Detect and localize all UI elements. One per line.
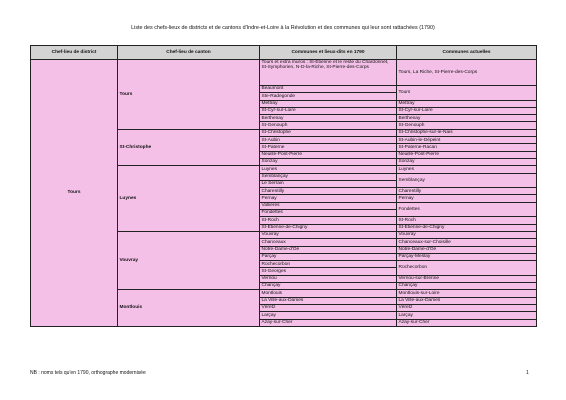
commune-1790-cell: Notre-Dame-d'Oé bbox=[260, 246, 397, 253]
commune-1790-cell: St-Christophe bbox=[260, 129, 397, 136]
commune-actuelle-cell: St-Cyr-sur-Loire bbox=[397, 107, 537, 114]
commune-1790-cell: Rochecorbon bbox=[260, 261, 397, 268]
commune-1790-cell: Pernay bbox=[260, 195, 397, 202]
commune-actuelle-cell: Parçay-Meslay bbox=[397, 253, 537, 260]
communes-table bbox=[30, 45, 537, 327]
commune-actuelle-cell: St-Aubin-le-Dépeint bbox=[397, 137, 537, 144]
commune-1790-cell: Larçay bbox=[260, 312, 397, 319]
commune-actuelle-cell: Pernay bbox=[397, 195, 537, 202]
commune-1790-cell: Berthenay bbox=[260, 115, 397, 122]
commune-1790-cell: Luynes bbox=[260, 166, 397, 173]
commune-1790-cell: Chançay bbox=[260, 283, 397, 290]
commune-actuelle-cell: Véretz bbox=[397, 304, 537, 311]
commune-actuelle-cell: Mettray bbox=[397, 100, 537, 107]
commune-1790-cell: St-Cyr-sur-Loire bbox=[260, 107, 397, 114]
commune-actuelle-cell: Charentilly bbox=[397, 188, 537, 195]
canton-cell: Luynes bbox=[118, 166, 260, 232]
commune-actuelle-cell: Sonzay bbox=[397, 158, 537, 165]
commune-1790-cell: Véretz bbox=[260, 304, 397, 311]
commune-actuelle-cell: Fondettes bbox=[397, 202, 537, 217]
commune-1790-cell: Semblançay bbox=[260, 173, 397, 180]
commune-1790-cell: St-Georges bbox=[260, 268, 397, 275]
commune-1790-cell: St-Genouph bbox=[260, 122, 397, 129]
commune-actuelle-cell: St-Roch bbox=[397, 217, 537, 224]
canton-cell: St-Christophe bbox=[118, 129, 260, 165]
table-row bbox=[31, 60, 537, 86]
district-cell: Tours bbox=[31, 60, 118, 327]
header-canton: Chef-lieu de canton bbox=[118, 46, 260, 60]
header-district: Chef-lieu de district bbox=[31, 46, 118, 60]
document-title: Liste des chefs-lieux de districts et de cantons d'Indre-et-Loire à la Révolution et des communes qui leur sont rattachées (1790) bbox=[131, 25, 435, 31]
commune-1790-cell: Vernou bbox=[260, 275, 397, 282]
commune-actuelle-cell: Vernou-sur-Brenne bbox=[397, 275, 537, 282]
commune-1790-cell: Parçay bbox=[260, 253, 397, 260]
commune-actuelle-cell: Vouvray bbox=[397, 231, 537, 238]
commune-1790-cell: Azay-sur-Cher bbox=[260, 319, 397, 326]
commune-actuelle-cell: Chançay bbox=[397, 283, 537, 290]
commune-actuelle-cell: St-Etienne-de-Chigny bbox=[397, 224, 537, 231]
page-number: 1 bbox=[526, 370, 529, 376]
commune-actuelle-cell: Neuillé-Pont-Pierre bbox=[397, 151, 537, 158]
header-row bbox=[31, 46, 537, 60]
commune-actuelle-cell: Azay-sur-Cher bbox=[397, 319, 537, 326]
commune-1790-cell: Neuillé-Pont-Pierre bbox=[260, 151, 397, 158]
commune-actuelle-cell: Luynes bbox=[397, 166, 537, 173]
canton-cell: Tours bbox=[118, 60, 260, 130]
commune-1790-cell: Sonzay bbox=[260, 158, 397, 165]
commune-actuelle-cell: St-Paterne-Racan bbox=[397, 144, 537, 151]
commune-1790-cell: La Ville-aux-Dames bbox=[260, 297, 397, 304]
commune-actuelle-cell: Notre-Dame-d'Oé bbox=[397, 246, 537, 253]
commune-1790-cell: Beaumont bbox=[260, 86, 397, 93]
canton-cell: Montlouis bbox=[118, 290, 260, 326]
commune-1790-cell: Le Serrain bbox=[260, 180, 397, 187]
commune-actuelle-cell: Tours bbox=[397, 86, 537, 101]
commune-1790-cell: Chanceaux bbox=[260, 239, 397, 246]
commune-actuelle-cell: St-Christophe-sur-le-Nais bbox=[397, 129, 537, 136]
commune-actuelle-cell: Semblançay bbox=[397, 173, 537, 188]
commune-actuelle-cell: Rochecorbon bbox=[397, 261, 537, 276]
commune-1790-cell: St-Paterne bbox=[260, 144, 397, 151]
commune-actuelle-cell: Chanceaux-sur-Choisille bbox=[397, 239, 537, 246]
commune-1790-cell: St-Etienne-de-Chigny bbox=[260, 224, 397, 231]
commune-actuelle-cell: Montlouis-sur-Loire bbox=[397, 290, 537, 297]
canton-cell: Vouvray bbox=[118, 231, 260, 289]
footnote: NB : noms tels qu'en 1790, orthographe modernisée bbox=[30, 370, 146, 376]
commune-1790-cell: Fondettes bbox=[260, 210, 397, 217]
commune-1790-cell: St-Aubin bbox=[260, 137, 397, 144]
commune-1790-cell: Mettray bbox=[260, 100, 397, 107]
commune-1790-cell: St-Roch bbox=[260, 217, 397, 224]
header-actuelles: Communes actuelles bbox=[397, 46, 537, 60]
commune-actuelle-cell: Larçay bbox=[397, 312, 537, 319]
commune-1790-cell: Charentilly bbox=[260, 188, 397, 195]
commune-1790-cell: Vallières bbox=[260, 202, 397, 209]
commune-1790-cell: Vouvray bbox=[260, 231, 397, 238]
commune-actuelle-cell: Berthenay bbox=[397, 115, 537, 122]
commune-actuelle-cell: St-Genouph bbox=[397, 122, 537, 129]
commune-actuelle-cell: Tours, La Riche, St-Pierre-des-Corps bbox=[397, 60, 537, 86]
header-communes: Communes et lieux-dits en 1790 bbox=[260, 46, 397, 60]
commune-1790-cell: Tours et extra muros : St-Etienne et le reste du Chardonnet, St-Symphorien, N-D-la-Riche, St-Pierre-des-Corps bbox=[260, 60, 397, 86]
commune-1790-cell: Montlouis bbox=[260, 290, 397, 297]
commune-actuelle-cell: La Ville-aux-Dames bbox=[397, 297, 537, 304]
commune-1790-cell: Ste-Radegonde bbox=[260, 93, 397, 100]
